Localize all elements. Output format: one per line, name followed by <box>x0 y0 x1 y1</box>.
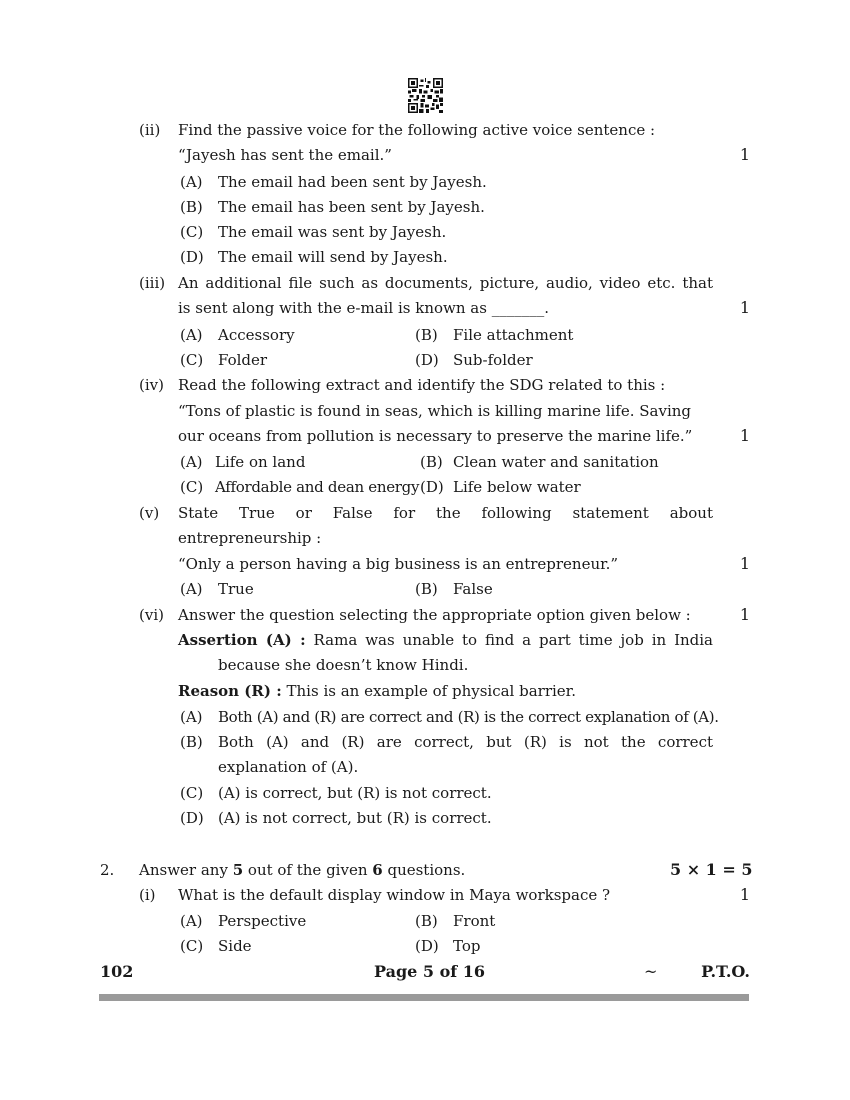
q1-vi-text: Answer the question selecting the appropriate option given below : <box>178 606 691 624</box>
option-text: File attachment <box>453 326 574 344</box>
q1-iv-number: (iv) <box>139 376 164 394</box>
assertion-label: Assertion (A) : <box>178 631 306 649</box>
q2-number: 2. <box>100 861 115 879</box>
q2-any-count: 5 <box>232 861 244 879</box>
option-text: Top <box>453 937 481 955</box>
q2-i-marks: 1 <box>739 885 750 904</box>
q1-v-marks: 1 <box>739 554 750 573</box>
q2-text-post: questions. <box>382 861 466 879</box>
option-label: (D) <box>415 937 439 955</box>
q1-ii-number: (ii) <box>139 121 161 139</box>
q1-iv-marks: 1 <box>739 426 750 445</box>
q2-marks: 5 × 1 = 5 <box>670 860 753 879</box>
option-label: (D) <box>180 248 204 266</box>
tilde-mark: ~ <box>644 962 658 981</box>
reason-text: This is an example of physical barrier. <box>286 682 576 700</box>
option-label: (C) <box>180 784 204 802</box>
option-text: Side <box>218 937 252 955</box>
paper-code: 102 <box>100 962 134 981</box>
q2-text-mid: out of the given <box>243 861 373 879</box>
option-text: The email was sent by Jayesh. <box>218 223 447 241</box>
q1-iii-text-line1: An additional file such as documents, picture, audio, video etc. that <box>178 274 713 292</box>
option-label: (B) <box>415 912 438 930</box>
option-label: (A) <box>180 453 203 471</box>
q1-iv-text: Read the following extract and identify the SDG related to this : <box>178 376 666 394</box>
option-text: Life on land <box>215 453 306 471</box>
option-text: The email will send by Jayesh. <box>218 248 448 266</box>
q2-i-number: (i) <box>139 886 156 904</box>
option-text: (A) is not correct, but (R) is correct. <box>218 809 492 827</box>
option-text: True <box>218 580 254 598</box>
option-text: Affordable and dean energy <box>215 478 420 496</box>
option-text: Front <box>453 912 496 930</box>
option-label: (B) <box>415 326 438 344</box>
option-text: Perspective <box>218 912 307 930</box>
q1-v-number: (v) <box>139 504 160 522</box>
q2-i-text: What is the default display window in Maya workspace ? <box>178 886 611 904</box>
option-label: (D) <box>415 351 439 369</box>
q2-given-count: 6 <box>372 861 383 879</box>
q1-vi-reason <box>178 681 576 701</box>
option-label: (C) <box>180 478 204 496</box>
q1-v-quote: “Only a person having a big business is an entrepreneur.” <box>178 555 619 573</box>
option-label: (C) <box>180 937 204 955</box>
q1-vi-assertion-line2: because she doesn’t know Hindi. <box>218 656 469 674</box>
option-label: (A) <box>180 580 203 598</box>
option-text: The email had been sent by Jayesh. <box>218 173 487 191</box>
q1-iii-marks: 1 <box>739 298 750 317</box>
q1-ii-marks: 1 <box>739 145 750 164</box>
option-label: (B) <box>180 733 203 751</box>
q1-vi-marks: 1 <box>739 605 750 624</box>
q2-instruction <box>139 860 465 880</box>
option-text-continued: explanation of (A). <box>218 758 359 776</box>
option-text: Clean water and sanitation <box>453 453 659 471</box>
option-text: The email has been sent by Jayesh. <box>218 198 485 216</box>
q1-v-text-line2: entrepreneurship : <box>178 529 322 547</box>
option-label: (A) <box>180 708 203 726</box>
option-label: (D) <box>180 809 204 827</box>
q1-iv-quote-line1: “Tons of plastic is found in seas, which is killing marine life. Saving <box>178 402 692 420</box>
footer-divider <box>99 994 749 1001</box>
option-text: False <box>453 580 493 598</box>
option-text: Sub-folder <box>453 351 533 369</box>
q1-v-text-line1: State True or False for the following statement about <box>178 504 713 522</box>
q1-vi-assertion-line1 <box>178 630 713 650</box>
option-text: Accessory <box>218 326 295 344</box>
option-text: Life below water <box>453 478 581 496</box>
q1-vi-number: (vi) <box>139 606 164 624</box>
q1-iii-text-line2: is sent along with the e-mail is known as _______. <box>178 299 549 317</box>
pto-label: P.T.O. <box>701 962 750 981</box>
option-text: Both (A) and (R) are correct and (R) is the correct explanation of (A). <box>218 708 719 726</box>
reason-label: Reason (R) : <box>178 682 282 700</box>
option-label: (B) <box>420 453 443 471</box>
assertion-text: Rama was unable to find a part time job in India <box>313 631 713 649</box>
option-label: (C) <box>180 351 204 369</box>
q2-text-pre: Answer any <box>139 861 233 879</box>
qr-code-image <box>408 78 443 113</box>
option-label: (B) <box>415 580 438 598</box>
page-number: Page 5 of 16 <box>374 962 485 981</box>
option-label: (A) <box>180 912 203 930</box>
option-label: (B) <box>180 198 203 216</box>
q1-ii-text: Find the passive voice for the following active voice sentence : <box>178 121 656 139</box>
option-text: Folder <box>218 351 268 369</box>
option-label: (C) <box>180 223 204 241</box>
option-text: Both (A) and (R) are correct, but (R) is not the correct <box>218 733 713 751</box>
option-label: (A) <box>180 326 203 344</box>
option-text: (A) is correct, but (R) is not correct. <box>218 784 492 802</box>
q1-ii-quote: “Jayesh has sent the email.” <box>178 146 392 164</box>
q1-iv-quote-line2: our oceans from pollution is necessary to preserve the marine life.” <box>178 427 693 445</box>
option-label: (A) <box>180 173 203 191</box>
q1-iii-number: (iii) <box>139 274 166 292</box>
option-label: (D) <box>420 478 444 496</box>
